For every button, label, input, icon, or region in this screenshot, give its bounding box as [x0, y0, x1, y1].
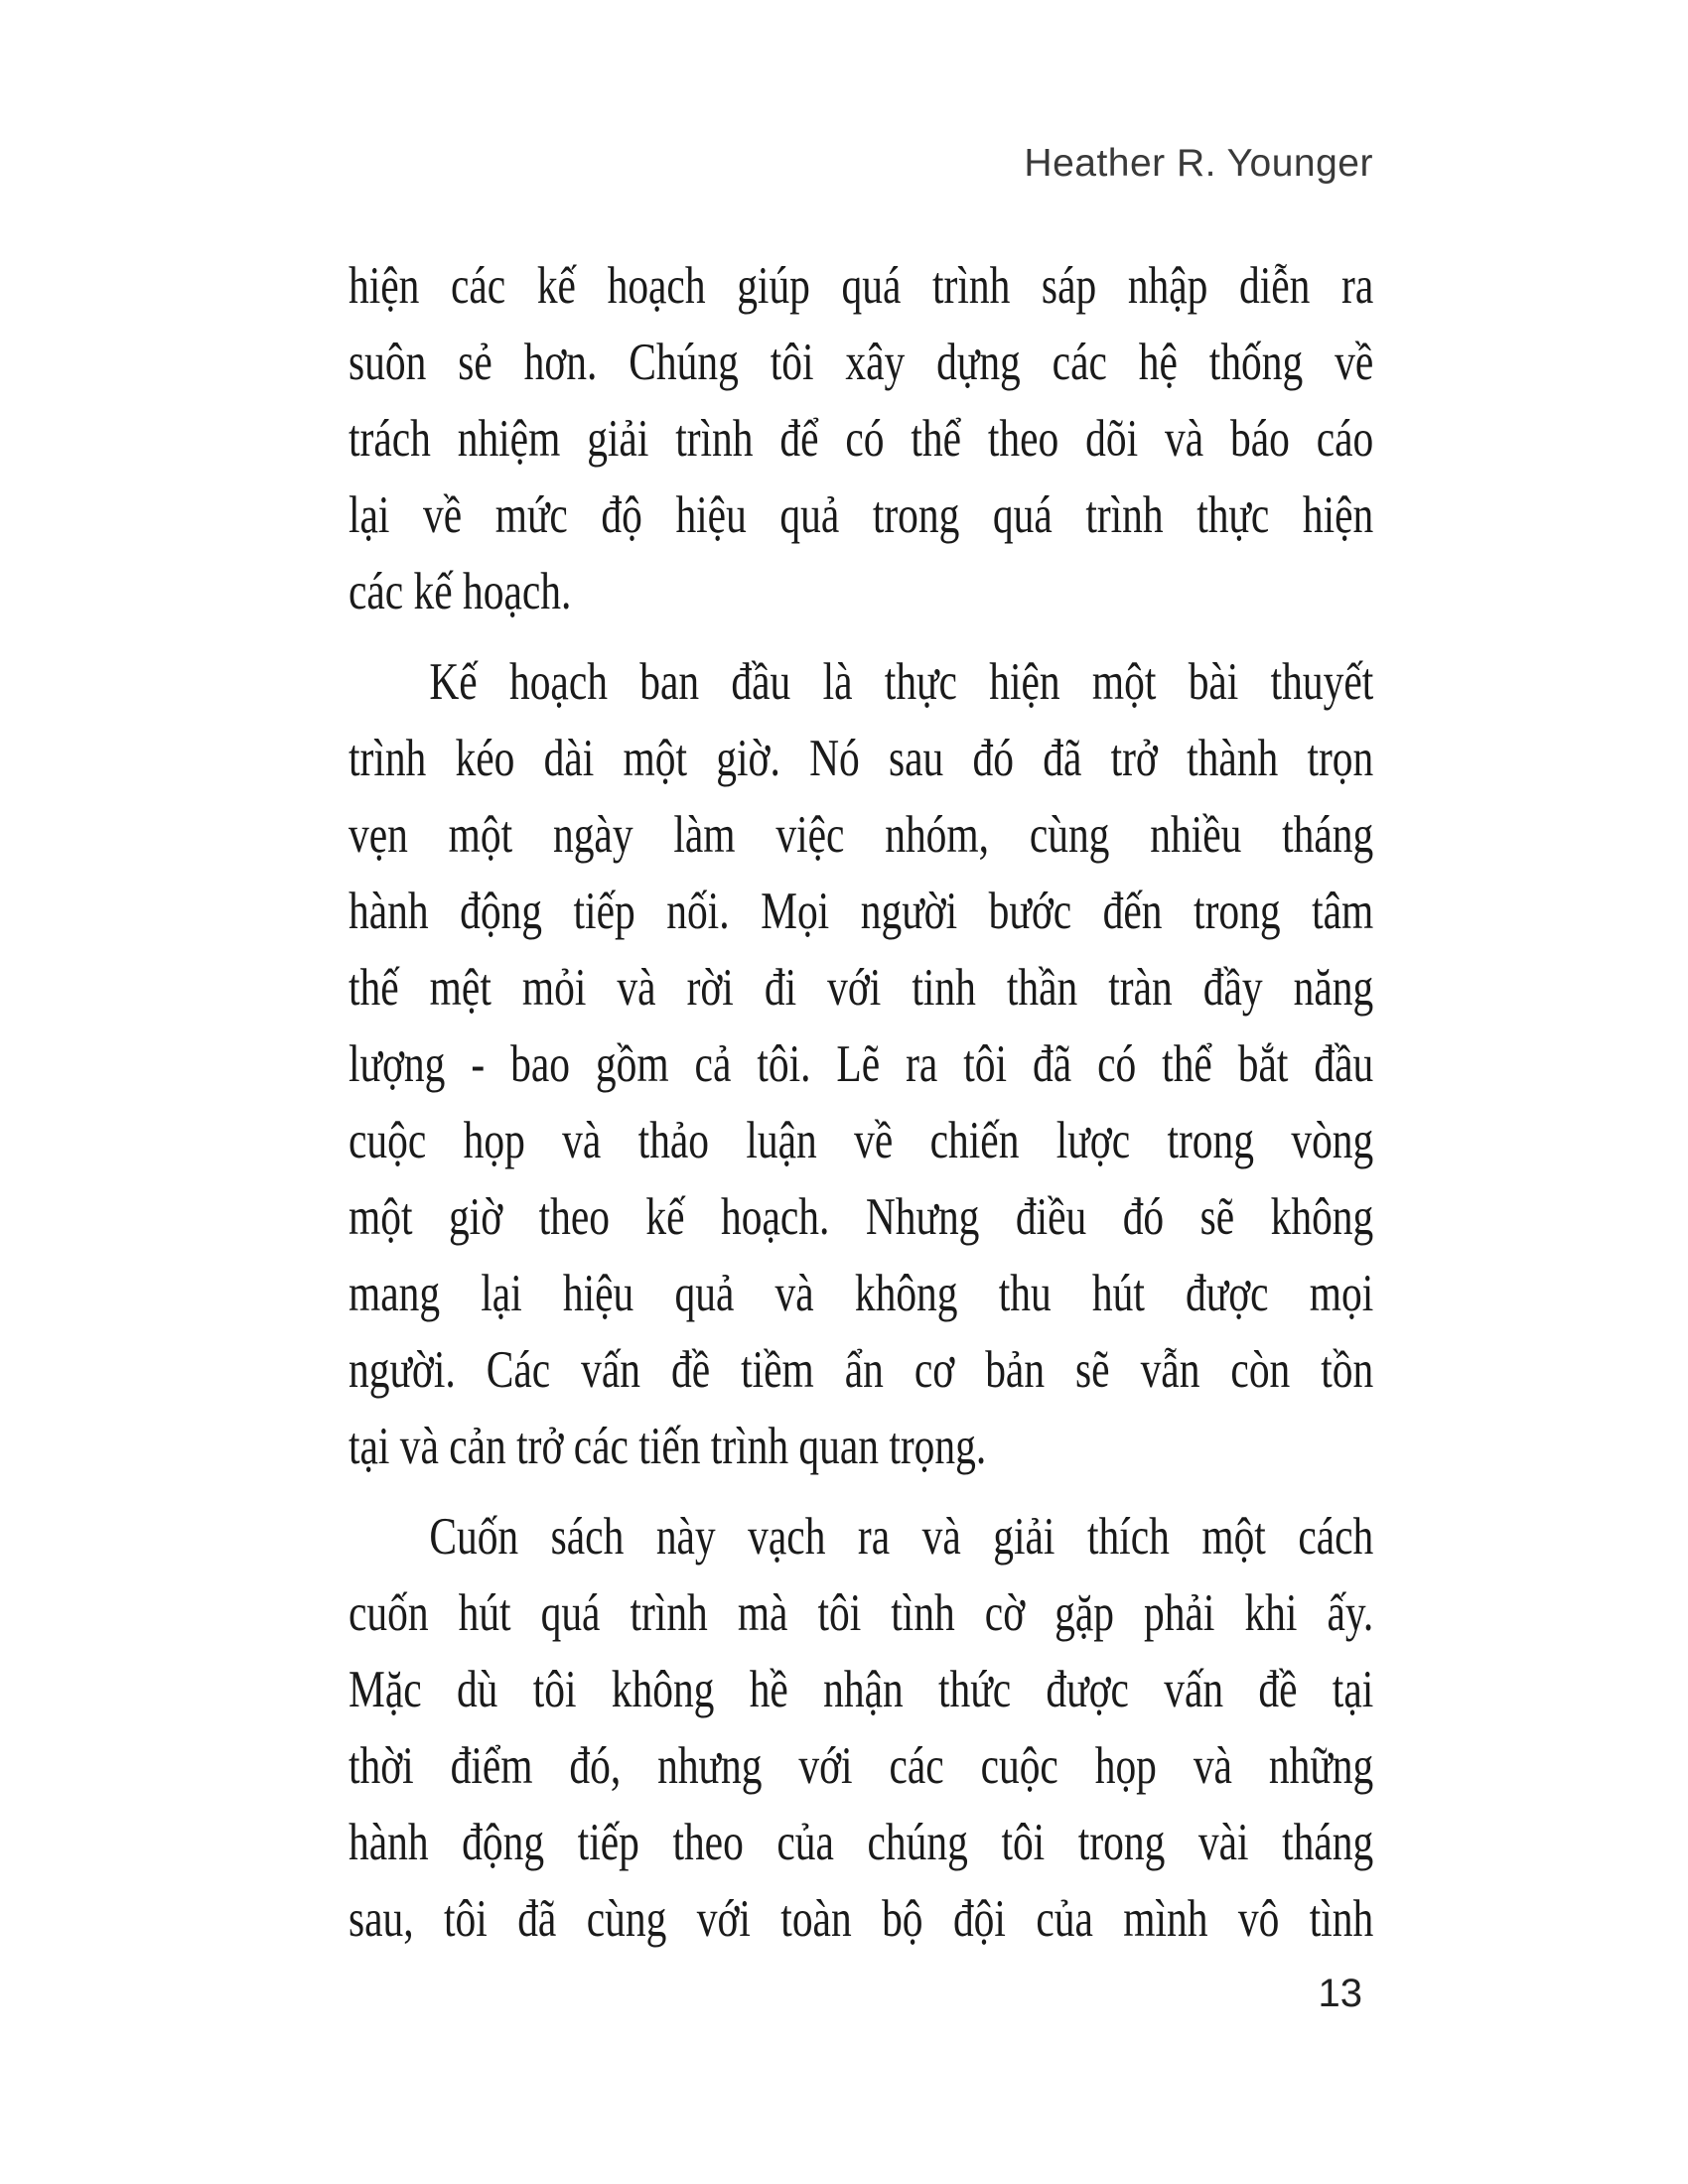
text-block	[349, 248, 1373, 1958]
text-line: lượng - bao gồm cả tôi. Lẽ ra tôi đã có thể bắt đầu	[349, 1035, 1374, 1093]
paragraph-1	[349, 248, 1373, 630]
text-line: hiện các kế hoạch giúp quá trình sáp nhập diễn ra	[349, 257, 1374, 315]
text-line: cuộc họp và thảo luận về chiến lược trong vòng	[349, 1112, 1374, 1169]
text-line: hành động tiếp nối. Mọi người bước đến trong tâm	[349, 883, 1374, 940]
text-line: lại về mức độ hiệu quả trong quá trình thực hiện	[349, 486, 1374, 544]
text-line: thế mệt mỏi và rời đi với tinh thần tràn đầy năng	[349, 959, 1374, 1017]
text-line: trách nhiệm giải trình để có thể theo dõi và báo cáo	[349, 410, 1374, 468]
paragraph-3	[349, 1499, 1373, 1958]
text-line: mang lại hiệu quả và không thu hút được mọi	[349, 1265, 1374, 1322]
text-line: người. Các vấn đề tiềm ẩn cơ bản sẽ vẫn còn tồn	[349, 1341, 1374, 1399]
text-line: thời điểm đó, nhưng với các cuộc họp và những	[349, 1737, 1374, 1795]
text-line: các kế hoạch.	[349, 563, 572, 620]
text-line: Kế hoạch ban đầu là thực hiện một bài thuyết	[429, 653, 1374, 711]
text-line: vẹn một ngày làm việc nhóm, cùng nhiều tháng	[349, 806, 1374, 864]
page-number: 13	[1318, 1972, 1362, 2015]
text-line: suôn sẻ hơn. Chúng tôi xây dựng các hệ thống về	[349, 334, 1374, 391]
text-line: cuốn hút quá trình mà tôi tình cờ gặp phải khi ấy.	[349, 1584, 1374, 1642]
text-line: hành động tiếp theo của chúng tôi trong vài tháng	[349, 1814, 1374, 1871]
text-line: Mặc dù tôi không hề nhận thức được vấn đề tại	[349, 1661, 1374, 1718]
text-line: Cuốn sách này vạch ra và giải thích một cách	[429, 1508, 1374, 1566]
text-line: sau, tôi đã cùng với toàn bộ đội của mình vô tình	[349, 1890, 1374, 1948]
text-line: một giờ theo kế hoạch. Nhưng điều đó sẽ không	[349, 1188, 1374, 1246]
text-line: tại và cản trở các tiến trình quan trọng.	[349, 1418, 987, 1475]
paragraph-2	[349, 644, 1373, 1485]
text-line: trình kéo dài một giờ. Nó sau đó đã trở thành trọn	[349, 730, 1374, 787]
running-header-author: Heather R. Younger	[1024, 142, 1373, 185]
